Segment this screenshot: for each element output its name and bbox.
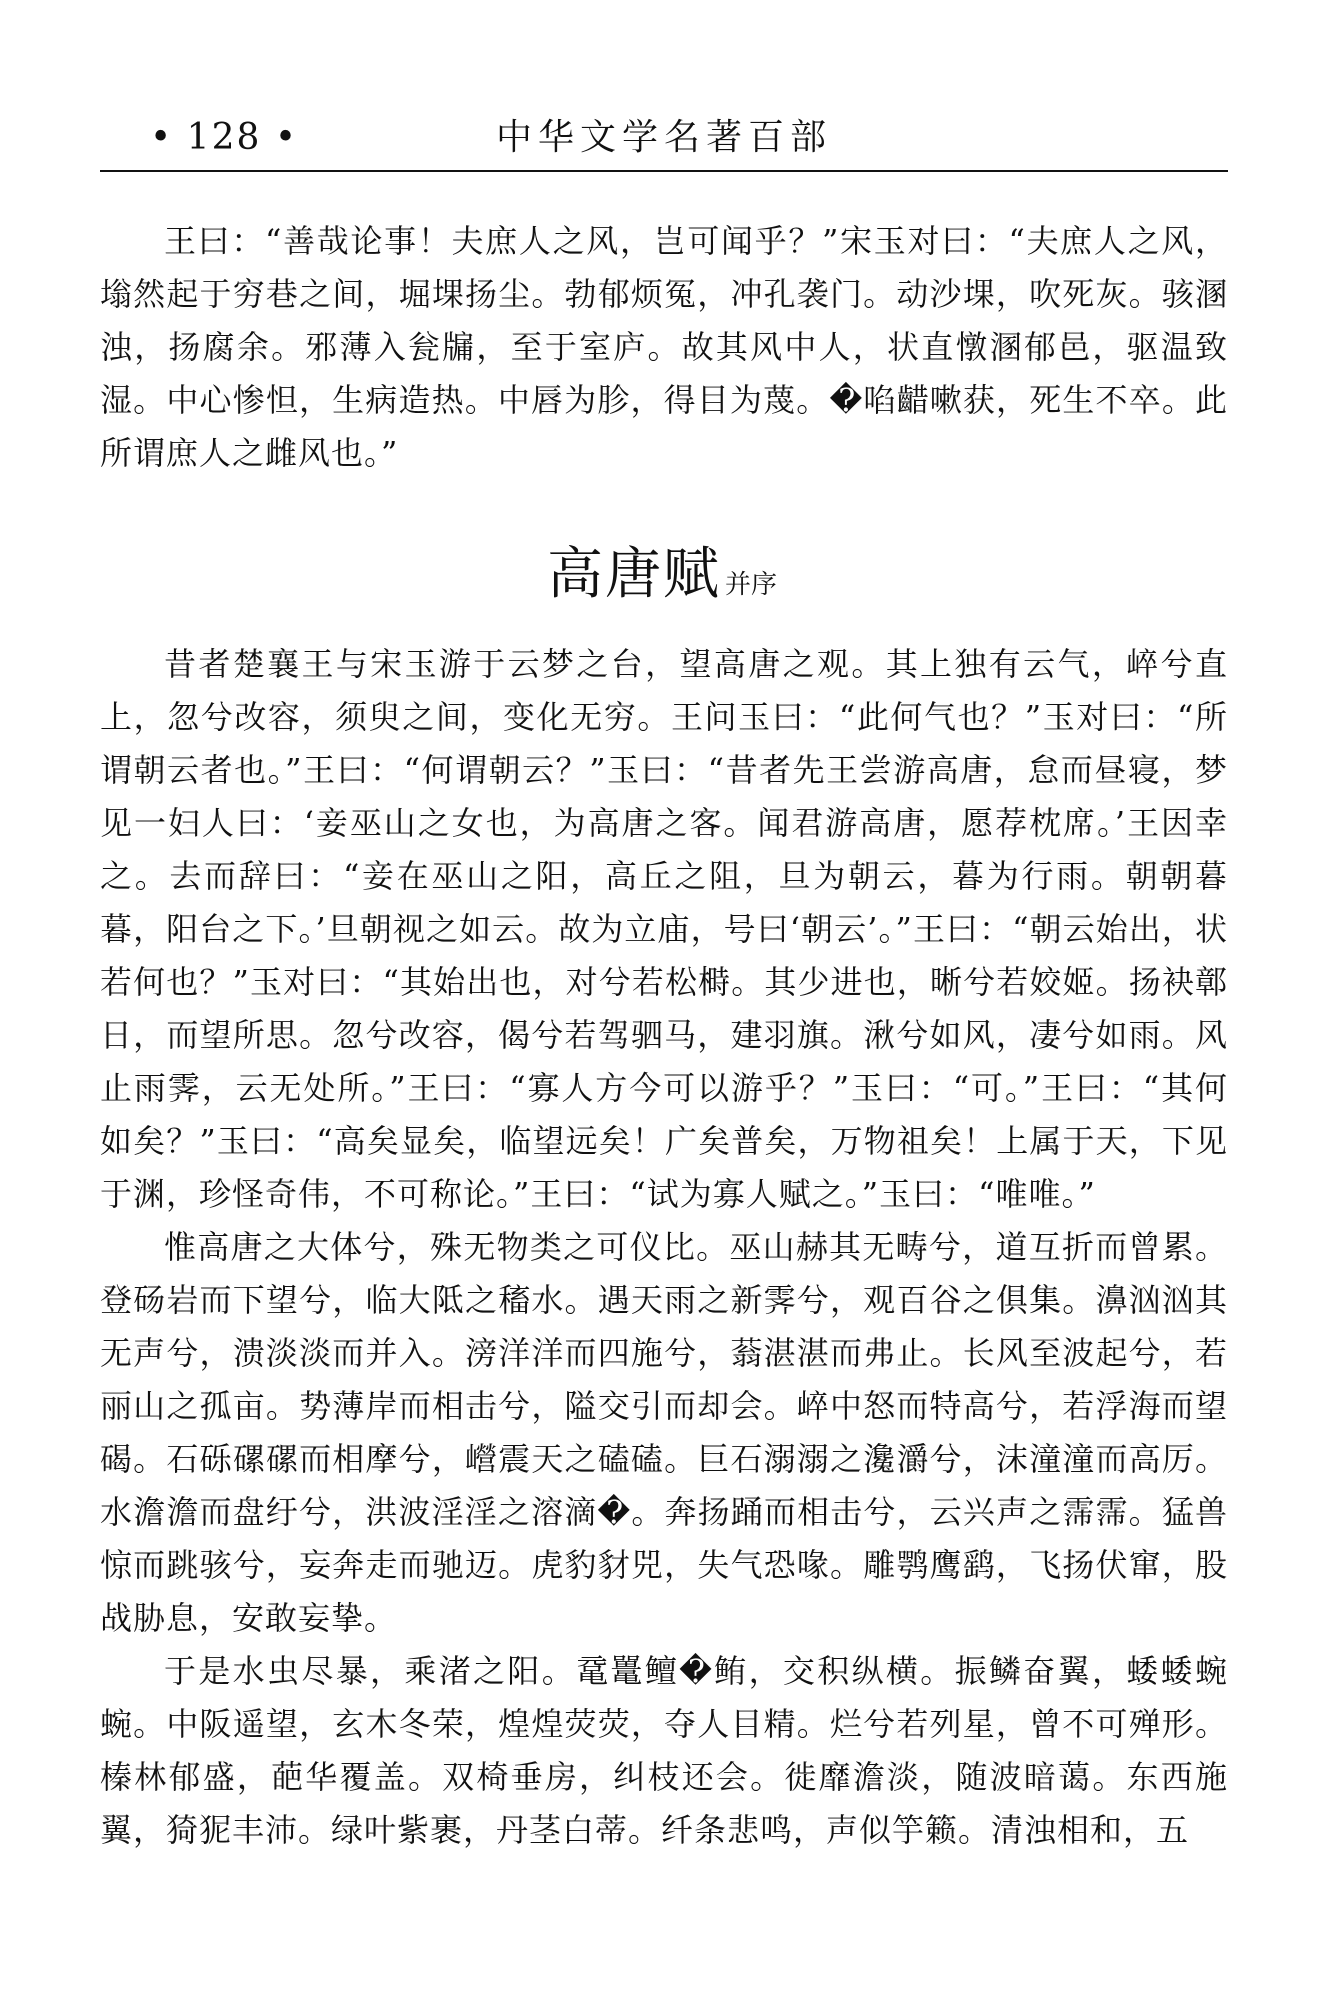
paragraph: 于是水虫尽暴，乘渚之阳。鼋鼍鳣�鲔，交积纵横。振鳞奋翼，蜲蜲蜿蜿。中阪遥望，玄木冬荣，煌煌荧荧，夺人目精。烂兮若列星，曾不可殚形。榛林郁盛，葩华覆盖。双椅垂房，纠枝还会。徙靡澹淡，随波暗蔼。东西施翼，猗狔丰沛。绿叶紫裹，丹茎白蒂。纤条悲鸣，声似竽籁。清浊相和，五: [100, 1652, 1228, 1849]
section-heading: [0, 530, 1324, 610]
main-text: [100, 638, 1228, 1857]
running-header: [100, 108, 1228, 168]
intro-paragraph: 王曰：“善哉论事！夫庶人之风，岂可闻乎？”宋玉对曰：“夫庶人之风，塕然起于穷巷之间，堀堁扬尘。勃郁烦冤，冲孔袭门。动沙堁，吹死灰。骇溷浊，扬腐余。邪薄入瓮牖，至于室庐。故其风中人，状直憞溷郁邑，驱温致湿。中心惨怛，生病造热。中唇为胗，得目为蔑。�啗齰嗽获，死生不卒。此所谓庶人之雌风也。”: [100, 222, 1228, 472]
intro-text: [100, 215, 1228, 480]
book-title: 中华文学名著百部: [495, 117, 832, 158]
paragraph: 惟高唐之大体兮，殊无物类之可仪比。巫山赫其无畴兮，道互折而曾累。登砀岩而下望兮，临大阺之稸水。遇天雨之新霁兮，观百谷之俱集。濞汹汹其无声兮，溃淡淡而并入。滂洋洋而四施兮，蓊湛湛而弗止。长风至波起兮，若丽山之孤亩。势薄岸而相击兮，隘交引而却会。崪中怒而特高兮，若浮海而望碣。石砾磥磥而相摩兮，巆震天之磕磕。巨石溺溺之瀺灂兮，沫潼潼而高厉。水澹澹而盘纡兮，洪波淫淫之溶滴�。奔扬踊而相击兮，云兴声之霈霈。猛兽惊而跳骇兮，妄奔走而驰迈。虎豹豺兕，失气恐喙。雕鹗鹰鹞，飞扬伏窜，股战胁息，安敢妄挚。: [100, 1228, 1228, 1637]
section-subtitle: 并序: [724, 570, 777, 600]
section-title: 高唐赋: [546, 542, 721, 607]
page-number: • 128 •: [150, 117, 299, 158]
paragraph: 昔者楚襄王与宋玉游于云梦之台，望高唐之观。其上独有云气，崪兮直上，忽兮改容，须臾之间，变化无穷。王问玉曰：“此何气也？”玉对曰：“所谓朝云者也。”王曰：“何谓朝云？”玉曰：“昔者先王尝游高唐，怠而昼寝，梦见一妇人曰：‘妾巫山之女也，为高唐之客。闻君游高唐，愿荐枕席。’王因幸之。去而辞曰：“妾在巫山之阳，高丘之阻，旦为朝云，暮为行雨。朝朝暮暮，阳台之下。’旦朝视之如云。故为立庙，号曰‘朝云’。”王曰：“朝云始出，状若何也？”玉对曰：“其始出也，对兮若松榯。其少进也，晰兮若姣姬。扬袂鄣日，而望所思。忽兮改容，偈兮若驾驷马，建羽旗。湫兮如风，凄兮如雨。风止雨霁，云无处所。”王曰：“寡人方今可以游乎？”玉曰：“可。”王曰：“其何如矣？”玉曰：“高矣显矣，临望远矣！广矣普矣，万物祖矣！上属于天，下见于渊，珍怪奇伟，不可称论。”王曰：“试为寡人赋之。”玉曰：“唯唯。”: [100, 645, 1228, 1213]
header-divider: [100, 170, 1228, 172]
